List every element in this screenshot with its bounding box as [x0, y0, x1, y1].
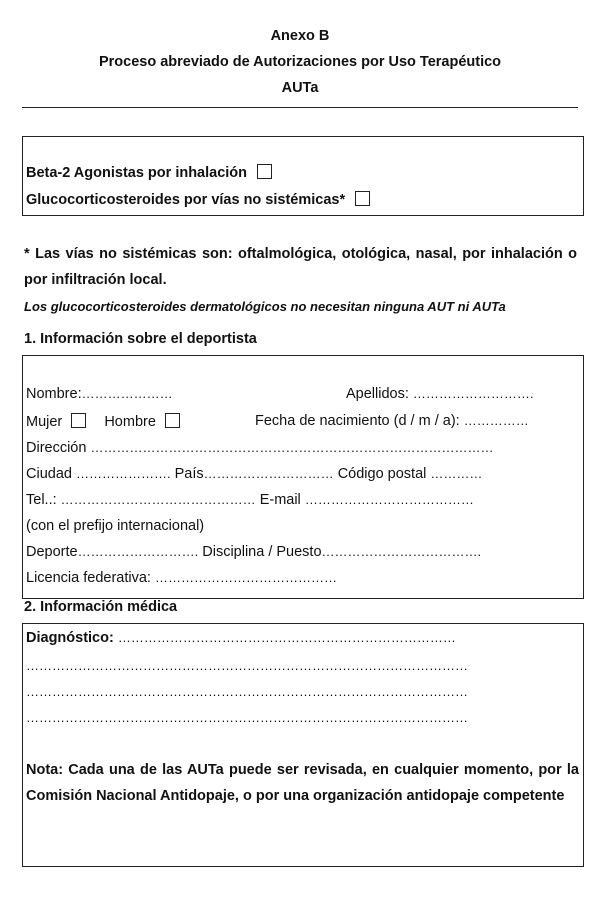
tel-label: Tel..:	[26, 492, 57, 508]
apellidos-label: Apellidos:	[346, 386, 409, 402]
hombre-label: Hombre	[104, 414, 156, 430]
routes-note: * Las vías no sistémicas son: oftalmológica, otológica, nasal, por inhalación o por infiltración local.	[24, 246, 577, 288]
fecha-label: Fecha de nacimiento (d / m / a):	[255, 413, 460, 429]
nombre-label: Nombre:	[26, 386, 82, 402]
diagnostico-line-2[interactable]: …………………………………………………………………………………………	[26, 658, 468, 673]
pais-field[interactable]: …………………………	[203, 466, 334, 481]
section2-title: 2. Información médica	[24, 599, 178, 615]
direccion-field[interactable]: …………………………………………………………………………………	[90, 440, 494, 455]
dermatological-note: Los glucocorticosteroides dermatológicos no necesitan ninguna AUT ni AUTa	[24, 299, 506, 314]
disciplina-field[interactable]: ……………………………….	[321, 544, 482, 559]
pais-label: País	[174, 466, 204, 482]
prefijo-note: (con el prefijo internacional)	[26, 518, 205, 534]
beta2-checkbox[interactable]	[257, 164, 272, 179]
tel-row	[26, 492, 474, 508]
beta2-label: Beta-2 Agonistas por inhalación	[26, 165, 248, 181]
email-label: E-mail	[259, 492, 301, 508]
header-rule	[22, 107, 578, 108]
cp-field[interactable]: …………	[430, 466, 483, 481]
cp-label: Código postal	[337, 466, 427, 482]
ciudad-label: Ciudad	[26, 466, 72, 482]
gluco-label: Glucocorticosteroides por vías no sistémicas*	[26, 192, 346, 208]
apellidos-field[interactable]: ……………………….	[412, 386, 534, 401]
deporte-label: Deporte	[26, 544, 78, 560]
annex-title: Anexo B	[270, 28, 330, 44]
section1-title: 1. Información sobre el deportista	[24, 331, 257, 347]
medical-info-box	[22, 623, 584, 867]
deporte-row	[26, 544, 481, 560]
fecha-row	[255, 413, 529, 429]
email-field[interactable]: …………………………………	[304, 492, 474, 507]
apellidos-row	[346, 386, 534, 402]
form-subtitle: Proceso abreviado de Autorizaciones por Uso Terapéutico	[98, 54, 502, 70]
gluco-row	[26, 191, 370, 208]
direccion-row	[26, 440, 493, 456]
nombre-row	[26, 386, 173, 402]
form-code: AUTa	[281, 80, 319, 96]
ciudad-row	[26, 466, 482, 482]
diagnostico-field[interactable]: ……………………………………………………………………	[117, 630, 456, 645]
gender-row	[26, 413, 180, 430]
hombre-checkbox[interactable]	[165, 413, 180, 428]
disciplina-label: Disciplina / Puesto	[202, 544, 322, 560]
diagnostico-line-3[interactable]: …………………………………………………………………………………………	[26, 684, 468, 699]
gluco-checkbox[interactable]	[355, 191, 370, 206]
nombre-field[interactable]: …………………	[81, 386, 173, 401]
direccion-label: Dirección	[26, 440, 87, 456]
beta2-row	[26, 164, 272, 181]
licencia-label: Licencia federativa:	[26, 570, 151, 586]
fecha-field[interactable]: ……………	[463, 413, 529, 428]
ciudad-field[interactable]: ………………….	[75, 466, 171, 481]
diagnostico-label: Diagnóstico:	[26, 630, 114, 646]
diagnostico-line-4[interactable]: …………………………………………………………………………………………	[26, 710, 468, 725]
mujer-label: Mujer	[26, 414, 63, 430]
tel-field[interactable]: ………………………………………	[60, 492, 256, 507]
substance-box	[22, 136, 584, 216]
diagnostico-row	[26, 630, 456, 646]
licencia-row	[26, 570, 337, 586]
athlete-info-box	[22, 355, 584, 599]
mujer-checkbox[interactable]	[71, 413, 86, 428]
licencia-field[interactable]: ……………………………………	[154, 570, 337, 585]
review-note: Nota: Cada una de las AUTa puede ser revisada, en cualquier momento, por la Comisión Nacional Antidopaje, o por una organización antidopaje competente	[26, 762, 579, 804]
deporte-field[interactable]: ……………………….	[77, 544, 199, 559]
